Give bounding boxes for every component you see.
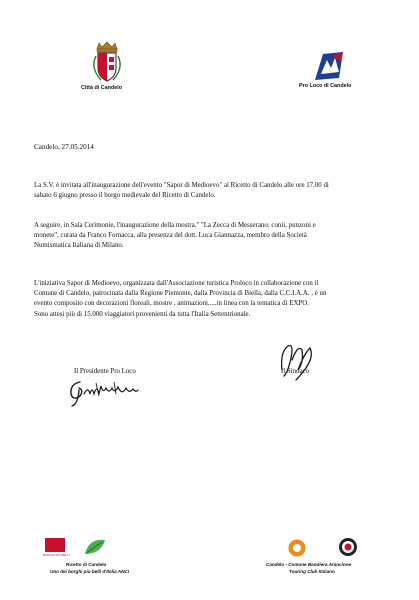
paragraph-line: Numismatica Italiana di Milano.: [34, 242, 124, 250]
paragraph-line: monete", curata da Franco Fornacca, alla presenza del dott. Luca Giannazza, membro della Società: [34, 232, 307, 240]
borghi-badge-icon: [45, 538, 65, 552]
footer-right-caption-2: Touring Club Italiano: [289, 569, 335, 574]
proloco-logo-caption: Pro Loco di Candelo: [299, 83, 352, 89]
paragraph-line: evento composito con decorazioni floreali, mostre , animazioni.....in linea con la tematica di EXPO.: [34, 300, 309, 308]
paragraph-line: sabato 6 giugno presso il borgo medievale del Ricetto di Candelo.: [34, 192, 216, 200]
proloco-logo: [299, 50, 363, 92]
touring-club-icon: [338, 537, 358, 557]
proloco-icon: [313, 50, 345, 82]
borghi-badge-text: BORGHI PIÙ BELLI: [43, 553, 70, 557]
paragraph-invitation: [34, 181, 389, 201]
paragraph-initiative: [34, 279, 389, 320]
paragraph-line: La S.V. è invitata all'inaugurazione dell'evento "Sapor di Medioevo" al Ricetto di Candelo alle ore 17.00 di: [34, 182, 329, 189]
paragraph-line: Sono attesi più di 15.000 viaggiatori provenienti da tutta l'Italia Settentrionale.: [34, 310, 251, 318]
crest-icon: [83, 40, 131, 84]
paragraph-exhibition: [34, 221, 389, 252]
ricetto-leaf-icon: [83, 536, 107, 558]
borghi-badge: [43, 538, 71, 558]
footer-left-caption-2: Uno dei borghi più belli d'Italia ANCI: [50, 569, 130, 574]
paragraph-line: Comune di Candelo, patrocinata dalla Regione Piemonte, dalla Provincia di Biella, dalla C.C.I.A.A. , è un: [34, 290, 327, 298]
bandiera-arancione-icon: [287, 538, 307, 558]
letter-date: Candelo, 27.05.2014: [34, 143, 94, 151]
mayor-signature: [274, 340, 318, 384]
signature-label-mayor: Il Sindaco: [281, 368, 310, 375]
signature-label-president: Il Presidente Pro Loco: [74, 368, 136, 375]
president-signature: [66, 374, 142, 408]
city-crest-logo: [83, 40, 131, 92]
city-logo-caption: Città di Candelo: [81, 85, 123, 91]
footer-right-caption-1: Candelo - Comune Bandiera Arancione: [266, 562, 352, 567]
footer-left-caption-1: Ricetto di Candelo: [66, 562, 107, 567]
paragraph-line: L'iniziativa Sapor di Medioevo, organizzata dall'Associazione turistica Proloco in collaborazione con il: [34, 280, 319, 287]
paragraph-line: A seguire, in Sala Cerimonie, l'inaugurazione della mostra." "La Zecca di Messerano: conii, punzoni e: [34, 222, 316, 229]
